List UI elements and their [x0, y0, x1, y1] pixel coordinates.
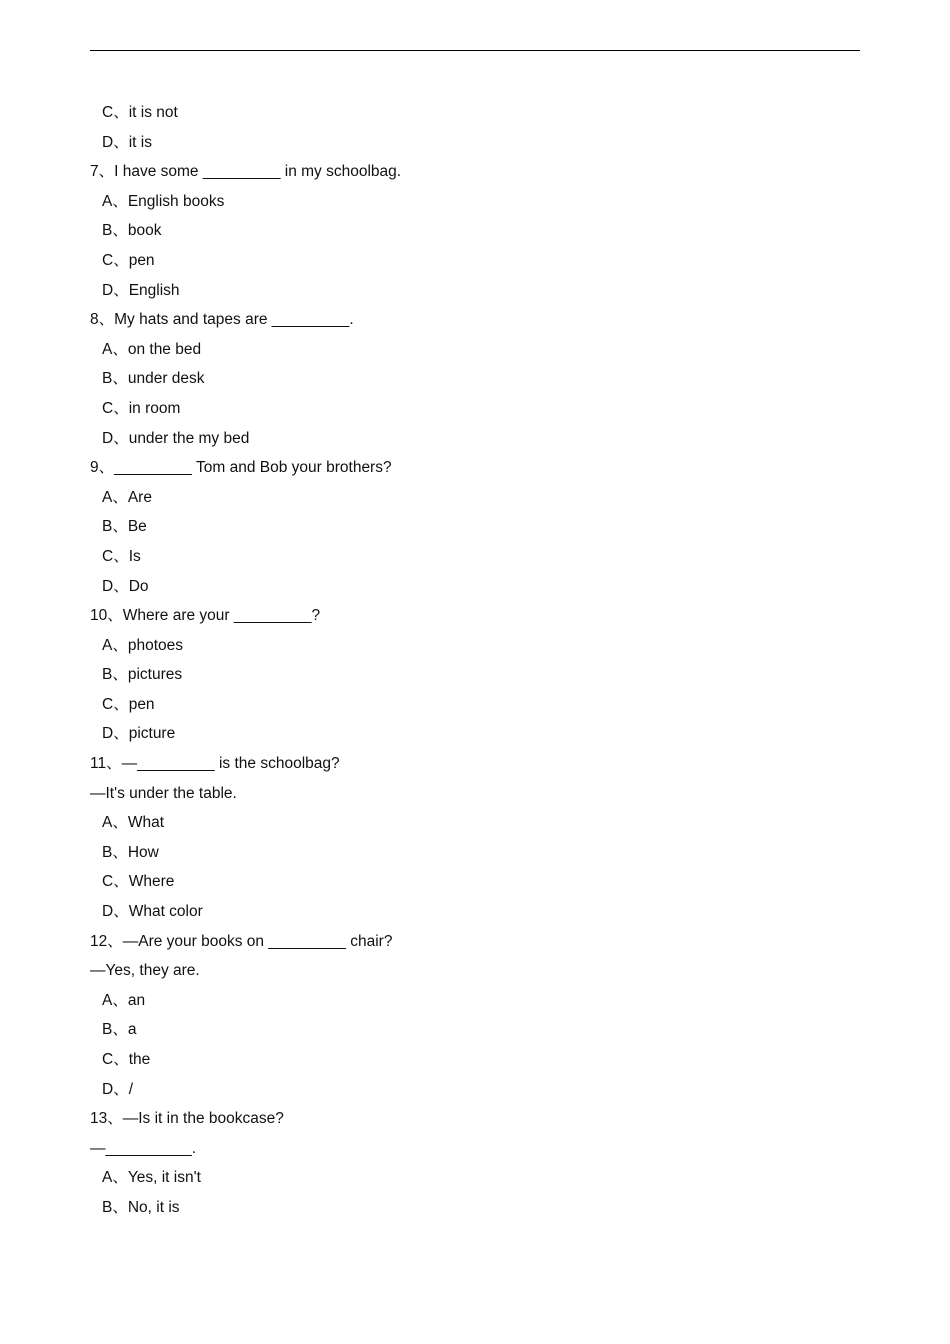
option-line: C、pen — [102, 251, 155, 269]
option-line: B、a — [102, 1021, 137, 1039]
header-rule — [90, 50, 860, 51]
option-line: A、photoes — [102, 636, 183, 654]
option-line: C、it is not — [102, 104, 178, 121]
option-line: A、Are — [102, 488, 152, 506]
document-body — [90, 98, 870, 1223]
option-line: A、What — [102, 814, 165, 832]
option-line: D、/ — [102, 1080, 134, 1098]
option-line: C、Is — [102, 547, 141, 565]
question-line: —__________. — [90, 1139, 197, 1157]
option-line: A、on the bed — [102, 340, 202, 358]
option-line: A、Yes, it isn't — [102, 1169, 201, 1187]
option-line: B、book — [102, 222, 162, 240]
option-line: D、Do — [102, 577, 149, 595]
question-line: 13、—Is it in the bookcase? — [90, 1110, 284, 1128]
option-line: D、What color — [102, 903, 203, 921]
question-line: 7、I have some _________ in my schoolbag. — [90, 163, 402, 181]
option-line: B、under desk — [102, 370, 205, 388]
option-line: C、in room — [102, 399, 181, 417]
option-line: B、No, it is — [102, 1198, 180, 1216]
option-line: D、under the my bed — [102, 429, 250, 447]
question-line: 8、My hats and tapes are _________. — [90, 311, 354, 329]
question-line: —It's under the table. — [90, 784, 237, 802]
question-line: 11、—_________ is the schoolbag? — [90, 755, 340, 773]
option-line: B、Be — [102, 518, 147, 536]
option-line: D、picture — [102, 725, 176, 743]
option-line: A、English books — [102, 192, 225, 210]
question-line: —Yes, they are. — [90, 962, 200, 980]
option-line: B、How — [102, 843, 159, 861]
question-line: 10、Where are your _________? — [90, 607, 321, 625]
option-line: D、it is — [102, 133, 152, 151]
option-line: C、pen — [102, 695, 155, 713]
option-line: C、Where — [102, 873, 175, 891]
option-line: A、an — [102, 991, 146, 1009]
question-line: 12、—Are your books on _________ chair? — [90, 932, 393, 950]
question-line: 9、_________ Tom and Bob your brothers? — [90, 459, 392, 477]
option-line: D、English — [102, 281, 180, 299]
option-line: C、the — [102, 1051, 151, 1068]
option-line: B、pictures — [102, 666, 183, 684]
